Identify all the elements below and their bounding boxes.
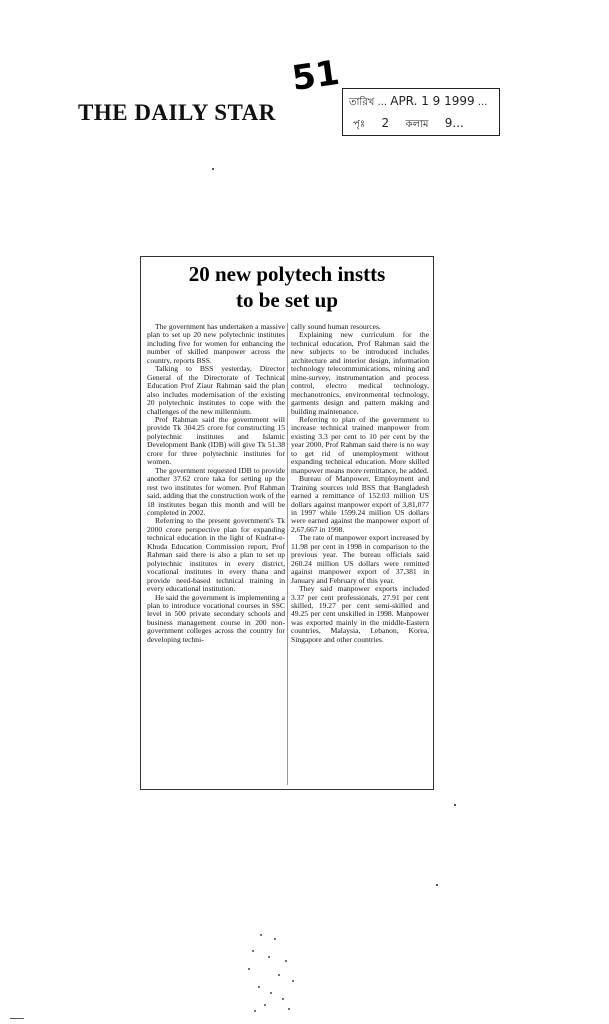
scan-speckle (436, 884, 438, 886)
scan-speckle-marks (230, 930, 320, 1014)
headline-block (145, 261, 429, 313)
stamp-page-value: 2 (381, 116, 390, 130)
article-left-column (147, 323, 285, 644)
column-divider (287, 323, 288, 785)
article-paragraph: Referring to the present government's Tk 2000 crore perspective plan for expanding technical education in the light of Kudrat-e-Khuda Education Commission report, Prof Rahman said there is also a plan to set up polytechnic institutes in every district, vocational institutes in every thana and provide need-based technical training in every educational institution. (147, 516, 285, 594)
article-paragraph: He said the government is implementing a plan to introduce vocational courses in SSC level in 500 private secondary schools and business management course in 200 non-government colleges across the country for developing techni- (147, 592, 285, 644)
stamp-page-row (353, 116, 464, 134)
stamp-page-label: পৃঃ (353, 119, 366, 130)
scan-speckle (454, 804, 456, 806)
headline-line-1: 20 new polytech instts (188, 262, 386, 286)
article-paragraph: Bureau of Manpower, Employment and Training sources told BSS that Bangladesh earned a remittance of 152.03 million US dollars against manpower export of 3,81,077 in 1997 while 1599.24 million US dollars were earned against the manpower export of 2,67,667 in 1998. (291, 474, 429, 534)
stamp-date-label: তারিখ ... (349, 97, 388, 108)
article-paragraph: The government requested IDB to provide another 37.62 crore taka for setting up the rest two institutes for women. Prof Rahman said, adding that the construction work of the 18 institutes began this month and will be completed in 2002. (147, 465, 285, 517)
handwritten-page-number: 51 (289, 52, 342, 100)
stamp-date-row (349, 94, 487, 112)
article-paragraph: They said manpower exports included 3.37 per cent professionals, 27.91 per cent skilled, 19.27 per cent semi-skilled and 49.25 per cent unskilled in 1998. Manpower was exported mainly in the middle-Eastern countries, Malaysia, Lebanon, Korea, Singapore and other countries. (291, 584, 429, 644)
scan-speckle (10, 1018, 24, 1019)
stamp-date-trail: ... (477, 97, 488, 108)
article-paragraph: cally sound human resources. (291, 322, 381, 331)
scan-speckle (212, 168, 214, 170)
archive-stamp (342, 88, 500, 136)
article-paragraph: Prof Rahman said the government will provide Tk 304.25 crore for constructing 15 polytechnic institutes and Islamic Development Bank (IDB) will give Tk 51.38 crore for three polytechnic institutes for women. (147, 414, 285, 467)
headline-line-2: to be set up (235, 288, 339, 312)
article-paragraph: Referring to plan of the government to increase technical trained manpower from existing 3.3 per cent to 10 per cent by the year 2000, Prof Rahman said there is no way to get rid of unemployment without expanding technical education. More skilled manpower means more remittance, he added. (291, 414, 429, 475)
stamp-column-value: 9... (444, 116, 464, 130)
newspaper-masthead: THE DAILY STAR (78, 100, 276, 125)
article-paragraph: The rate of manpower export increased by 11.98 per cent in 1998 in comparison to the previous year. The bureau officials said 260.24 million US dollars were remitted against manpower export of 37,381 in January and February of this year. (291, 533, 429, 585)
article-paragraph: Explaining new curriculum for the technical education, Prof Rahman said the new subjects to be introduced includes architecture and interior design, information technology telecommunications, mining and mine-survey, instrumentation and process control, electro medical technology, mechanotronics, environmental technology, garments design and pattern making and building maintenance. (291, 330, 429, 416)
article-paragraph: The government has undertaken a massive plan to set up 20 new polytechnic institutes including five for women for enhancing the number of skilled manpower across the country, reports BSS. (147, 322, 285, 365)
stamp-column-label: কলাম (405, 119, 429, 130)
stamp-date-value: APR. 1 9 1999 (390, 94, 475, 108)
article-paragraph: Talking to BSS yesterday, Director General of the Directorate of Technical Education Prof Ziaur Rahman said the plan also includes modernisation of the existing 20 polytechnic institutes to cope with the challenges of the new millennium. (147, 364, 285, 416)
article-right-column (291, 323, 429, 644)
news-clipping (140, 256, 434, 790)
